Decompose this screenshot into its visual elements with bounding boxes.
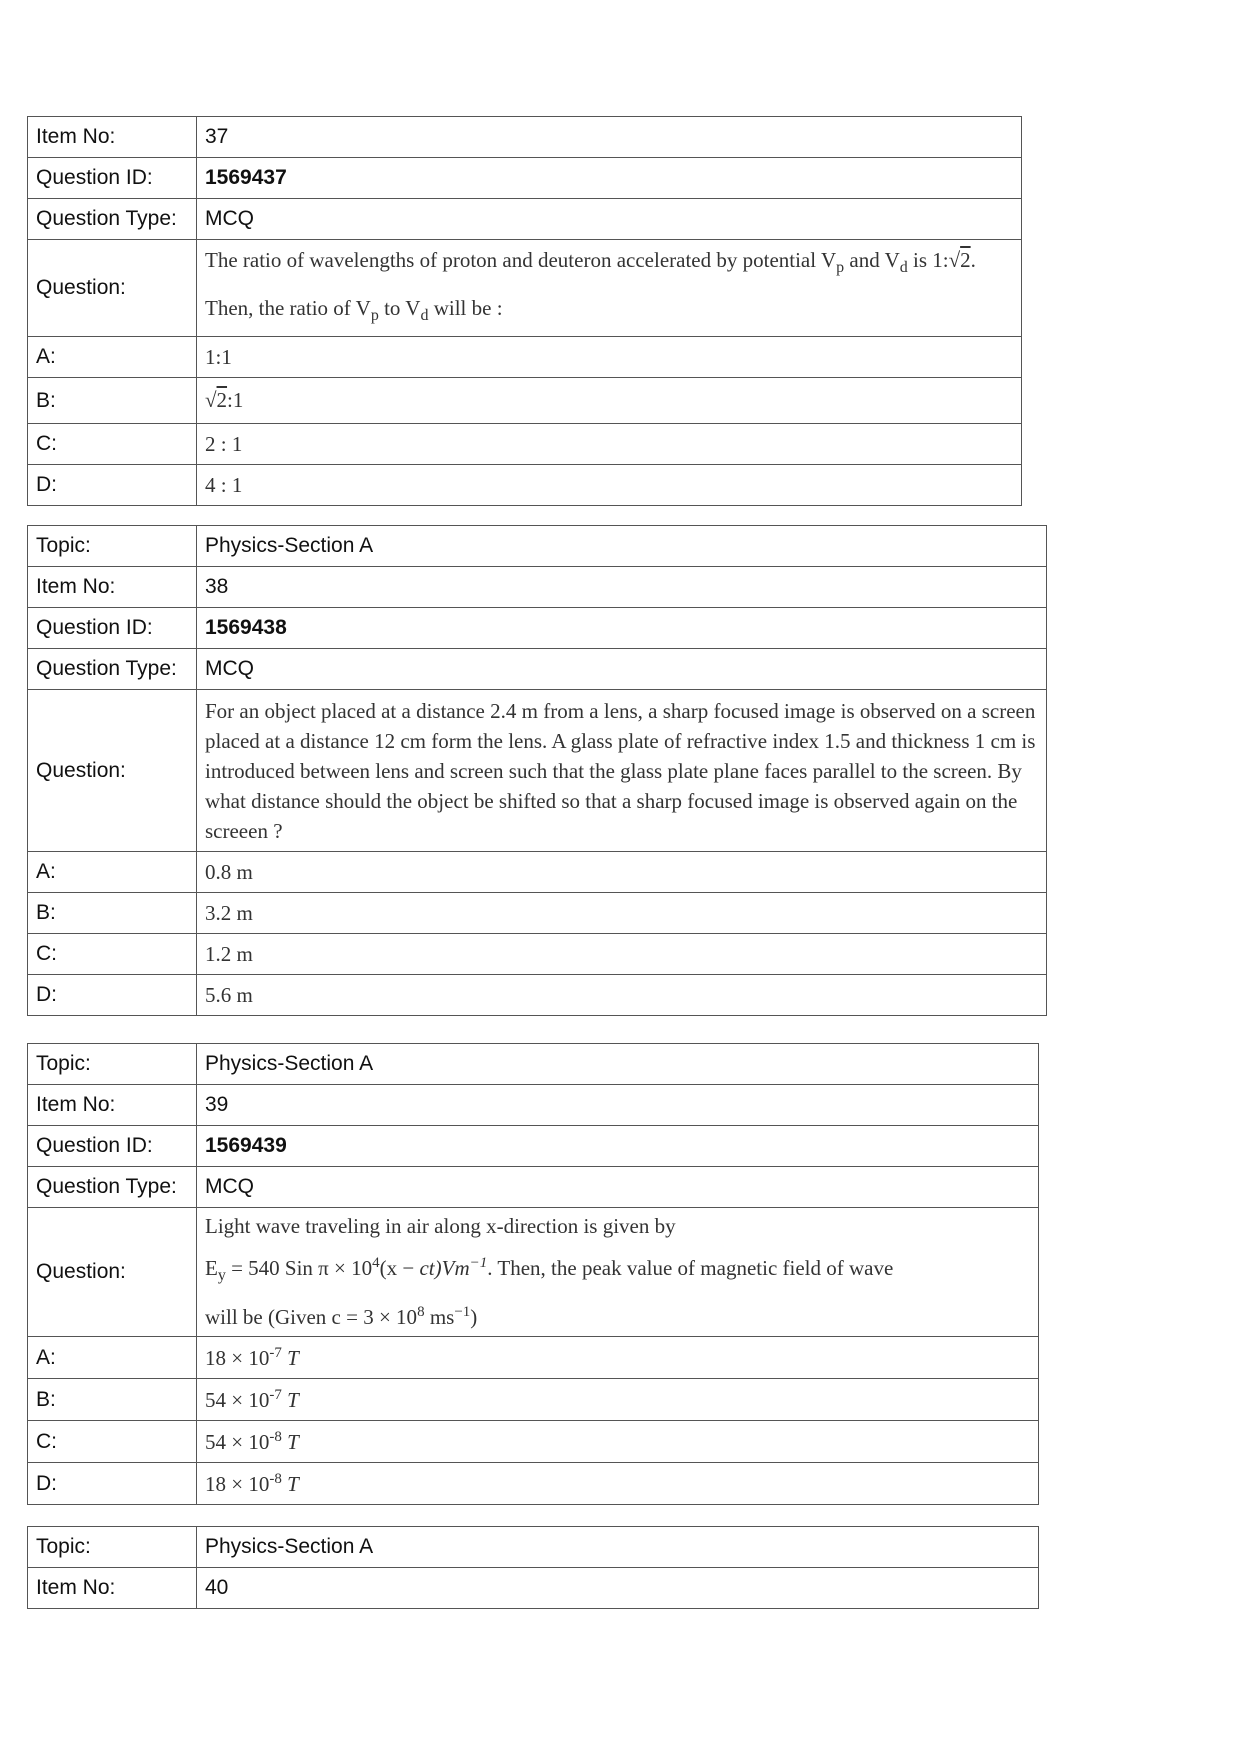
option-c: 1.2 m [197, 934, 1047, 975]
option-base: 18 × 10 [205, 1471, 270, 1496]
q-sub: d [899, 259, 908, 277]
q-text-part: ) [470, 1305, 478, 1330]
label-option-c: C: [28, 1421, 197, 1463]
label-option-c: C: [28, 424, 197, 465]
option-b [197, 378, 1022, 424]
q-text-part: The ratio of wavelengths of proton and deuteron accelerated by potential V [205, 248, 837, 272]
question-text: For an object placed at a distance 2.4 m from a lens, a sharp focused image is observed on a screen placed at a distance 12 cm form the lens. A glass plate of refractive index 1.5 and thickness 1 cm is introduced between lens and screen such that the glass plate plane faces parallel to the screen. By what distance should the object be shifted so that a sharp focused image is observed again on the screeen ? [197, 690, 1047, 852]
value-question-id: 1569438 [197, 608, 1047, 649]
value-question-id: 1569437 [197, 158, 1022, 199]
label-option-b: B: [28, 378, 197, 424]
q-sub: p [370, 307, 379, 325]
label-question-type: Question Type: [28, 649, 197, 690]
q-text-part: and V [844, 248, 900, 272]
q-text-part: = 540 Sin π × 10 [225, 1256, 373, 1280]
label-option-b: B: [28, 893, 197, 934]
q-sub: d [420, 307, 429, 325]
value-topic: Physics-Section A [197, 526, 1047, 567]
q-text-part: to V [378, 296, 421, 321]
option-unit: T [287, 1471, 299, 1496]
option-d [197, 1463, 1039, 1505]
option-exp: -7 [269, 1386, 282, 1403]
label-option-b: B: [28, 1379, 197, 1421]
option-exp: -7 [269, 1344, 282, 1361]
label-question-id: Question ID: [28, 1126, 197, 1167]
option-unit: T [287, 1345, 299, 1370]
option-exp: -8 [269, 1428, 282, 1445]
label-question-id: Question ID: [28, 608, 197, 649]
label-item-no: Item No: [28, 1568, 197, 1609]
q-text-italic: ct)Vm [419, 1256, 470, 1280]
q-text-part: ms [424, 1305, 455, 1330]
label-option-a: A: [28, 1337, 197, 1379]
label-question: Question: [28, 240, 197, 337]
sqrt-expression [205, 388, 227, 412]
option-base: 54 × 10 [205, 1387, 270, 1412]
question-line-3 [205, 1294, 1030, 1336]
q-text-part: E [205, 1256, 218, 1280]
question-line-2 [205, 1245, 1030, 1294]
label-question: Question: [28, 690, 197, 852]
option-b: 3.2 m [197, 893, 1047, 934]
option-b [197, 1379, 1039, 1421]
sqrt-expression [949, 248, 971, 272]
option-c: 2 : 1 [197, 424, 1022, 465]
label-item-no: Item No: [28, 567, 197, 608]
label-option-d: D: [28, 975, 197, 1016]
question-table-40 [27, 1526, 1039, 1609]
option-a: 0.8 m [197, 852, 1047, 893]
label-option-d: D: [28, 465, 197, 506]
sqrt-symbol: √ [948, 248, 961, 272]
value-item-no: 39 [197, 1085, 1039, 1126]
value-item-no: 38 [197, 567, 1047, 608]
question-table-39 [27, 1043, 1039, 1505]
q-text-part: is 1: [907, 248, 949, 272]
option-unit: T [287, 1429, 299, 1454]
label-question-type: Question Type: [28, 199, 197, 240]
q-sup: 8 [417, 1304, 425, 1321]
label-option-a: A: [28, 852, 197, 893]
option-b-rest: :1 [227, 388, 244, 413]
q-sup: 4 [372, 1255, 380, 1271]
label-question-id: Question ID: [28, 158, 197, 199]
option-c [197, 1421, 1039, 1463]
option-a: 1:1 [197, 337, 1022, 378]
option-a [197, 1337, 1039, 1379]
value-item-no: 40 [197, 1568, 1039, 1609]
label-topic: Topic: [28, 1044, 197, 1085]
label-item-no: Item No: [28, 1085, 197, 1126]
q-text-part: . Then, the ratio of V [205, 248, 976, 321]
q-sub: p [836, 259, 845, 277]
value-item-no: 37 [197, 117, 1022, 158]
q-text-part: will be : [428, 296, 503, 321]
question-text [197, 1208, 1039, 1337]
label-option-d: D: [28, 1463, 197, 1505]
option-unit: T [287, 1387, 299, 1412]
question-text [197, 240, 1022, 337]
q-text-part: (x − [379, 1256, 420, 1280]
label-question-type: Question Type: [28, 1167, 197, 1208]
option-base: 18 × 10 [205, 1345, 270, 1370]
option-exp: -8 [269, 1470, 282, 1487]
q-sub: y [217, 1267, 226, 1285]
label-item-no: Item No: [28, 117, 197, 158]
label-option-c: C: [28, 934, 197, 975]
value-question-type: MCQ [197, 649, 1047, 690]
q-text-part: will be (Given c = 3 × 10 [205, 1305, 418, 1330]
label-question: Question: [28, 1208, 197, 1337]
option-base: 54 × 10 [205, 1429, 270, 1454]
sqrt-radicand: 2 [216, 388, 228, 413]
sqrt-symbol: √ [205, 388, 217, 413]
question-line-1: Light wave traveling in air along x-direction is given by [205, 1214, 676, 1238]
question-table-38 [27, 525, 1047, 1016]
value-question-id: 1569439 [197, 1126, 1039, 1167]
option-d: 4 : 1 [197, 465, 1022, 506]
question-table-37 [27, 116, 1022, 506]
label-option-a: A: [28, 337, 197, 378]
value-topic: Physics-Section A [197, 1044, 1039, 1085]
label-topic: Topic: [28, 1527, 197, 1568]
value-question-type: MCQ [197, 199, 1022, 240]
q-sup: −1 [469, 1255, 488, 1271]
sqrt-radicand: 2 [960, 248, 971, 272]
label-topic: Topic: [28, 526, 197, 567]
value-question-type: MCQ [197, 1167, 1039, 1208]
value-topic: Physics-Section A [197, 1527, 1039, 1568]
q-text-part: . Then, the peak value of magnetic field of wave [487, 1256, 894, 1280]
option-d: 5.6 m [197, 975, 1047, 1016]
q-sup: −1 [454, 1304, 471, 1321]
